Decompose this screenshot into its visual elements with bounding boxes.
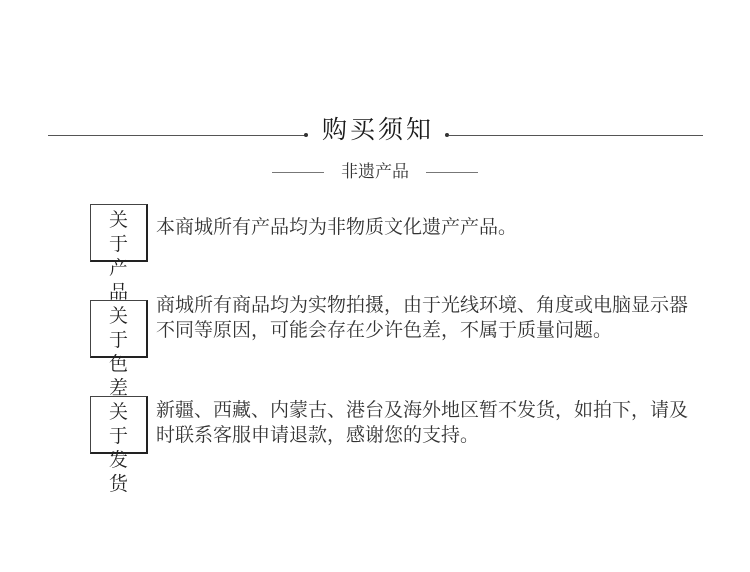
tag-line-2: 产 品 xyxy=(108,257,132,303)
title-divider-right xyxy=(449,135,703,136)
page-subtitle: 非遗产品 xyxy=(341,162,409,182)
section-tag xyxy=(90,396,148,495)
title-divider-left xyxy=(48,135,306,136)
tag-line-1: 关 于 xyxy=(108,401,132,447)
section-tag xyxy=(90,204,148,303)
section-text: 本商城所有产品均为非物质文化遗产产品。 xyxy=(156,216,518,238)
page-title: 购买须知 xyxy=(321,115,434,144)
subtitle-divider-right xyxy=(426,172,478,173)
section-text: 新疆、西藏、内蒙古、港台及海外地区暂不发货，如拍下，请及时联系客服申请退款，感谢您的支持。 xyxy=(156,399,689,446)
tag-line-2: 发 货 xyxy=(108,449,132,495)
subtitle-row xyxy=(0,160,750,184)
subtitle-divider-left xyxy=(272,172,324,173)
tag-line-1: 关 于 xyxy=(108,209,132,255)
tag-line-2: 色 差 xyxy=(108,353,132,399)
title-dot-left xyxy=(304,133,308,137)
section-text: 商城所有商品均为实物拍摄，由于光线环境、角度或电脑显示器不同等原因，可能会存在少许色差，不属于质量问题。 xyxy=(156,294,689,341)
section-tag xyxy=(90,300,148,399)
tag-line-1: 关 于 xyxy=(108,305,132,351)
title-row xyxy=(0,113,750,149)
